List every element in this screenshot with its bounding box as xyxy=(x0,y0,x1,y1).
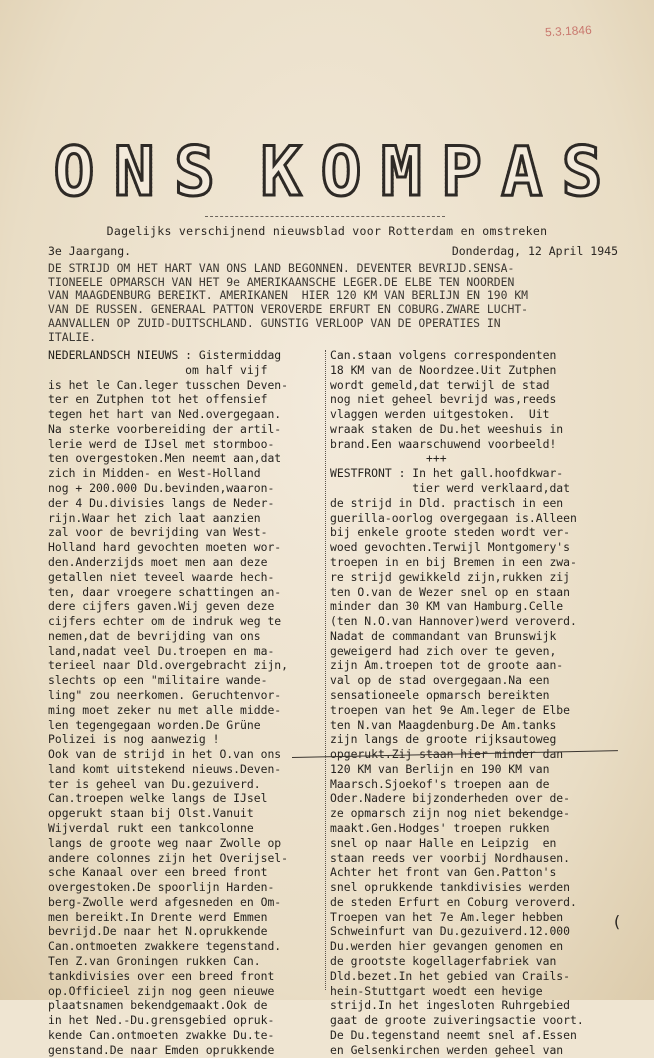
dateline xyxy=(48,244,618,258)
masthead-letter: S xyxy=(556,138,608,208)
headline-summary: DE STRIJD OM HET HART VAN ONS LAND BEGONNEN. DEVENTER BEVRIJD.SENSA- TIONEELE OPMARSCH VAN HET 9e AMERIKAANSCHE LEGER.DE ELBE TEN NOORDEN VAN MAAGDENBURG BEREIKT. AMERIKANEN HIER 120 KM VAN BERLIJN EN 190 KM VAN DE RUSSEN. GENERAAL PATTON VEROVERDE ERFURT EN COBURG.ZWARE LUCHT- AANVALLEN OP ZUID-DUITSCHLAND. GUNSTIG VERLOOP VAN DE OPERATIES IN ITALIE. xyxy=(48,261,529,344)
masthead-letter: S xyxy=(168,138,220,208)
masthead-letter: K xyxy=(255,138,307,208)
margin-mark: ( xyxy=(612,912,622,931)
tagline: Dagelijks verschijnend nieuwsblad voor Rotterdam en omstreken xyxy=(106,224,548,238)
article-western-front: Can.staan volgens correspondenten 18 KM van de Noordzee.Uit Zutphen wordt gemeld,dat terwijl de stad nog niet geheel bevrijd was,reeds vlaggen werden uitgestoken. Uit wraak staken de Du.het weeshuis in brand.Een waarschuwend voorbeeld! +++ WESTFRONT : In het gall.hoofdkwar- tier werd verklaard,dat de strijd in Dld. practisch in een guerilla-oorlog overgegaan is.Alleen bij enkele groote steden wordt ver- woed gevochten.Terwijl Montgomery's troepen in en bij Bremen in een zwa- re strijd gewikkeld zijn,rukken zij ten O.van de Wezer snel op en staan minder dan 30 KM van Hamburg.Celle (ten N.O.van Hannover)werd veroverd. Nadat de commandant van Brunswijk geweigerd had zich over te geven, zijn Am.troepen tot de groote aan- val op de stad overgegaan.Na een sensationeele opmarsch bereikten troepen van het 9e Am.leger de Elbe ten N.van Maagdenburg.De Am.tanks zijn langs de groote rijksautoweg opgerukt.Zij staan hier minder dan 120 KM van Berlijn en 190 KM van Maarsch.Sjoekof's troepen aan de Oder.Nadere bijzonderheden over de- ze opmarsch zijn nog niet bekendge- maakt.Gen.Hodges' troepen rukken snel op naar Halle en Leipzig en staan reeds ver voorbij Nordhausen. Achter het front van Gen.Patton's snel oprukkende tankdivisies werden de steden Erfurt en Coburg veroverd. Troepen van het 7e Am.leger hebben Schweinfurt van Du.gezuiverd.12.000 Du.werden hier gevangen genomen en de grootste kogellagerfabriek van Dld.bezet.In het gebied van Crails- hein-Stuttgart woedt een hevige strijd.In het ingesloten Ruhrgebied gaat de groote zuiveringsactie voort. De Du.tegenstand neemt snel af.Essen en Gelsenkirchen werden geheel van xyxy=(330,348,584,1057)
masthead-letter: O xyxy=(48,138,100,208)
article-national-news: NEDERLANDSCH NIEUWS : Gistermiddag om half vijf is het le Can.leger tusschen Deven- ter en Zutphen tot het offensief tegen het hart van Ned.overgegaan. Na sterke voorbereiding der artil- lerie werd de IJsel met stormboo- ten overgestoken.Men neemt aan,dat zich in Midden- en West-Holland nog + 200.000 Du.bevinden,waaron- der 4 Du.divisies langs de Neder- rijn.Waar het zich laat aanzien zal voor de bevrijding van West- Holland hard gevochten moeten wor- den.Anderzijds moet men aan deze getallen niet teveel waarde hech- ten, daar vroegere schattingen an- dere cijfers gaven.Wij geven deze cijfers echter om de indruk weg te nemen,dat de bevrijding van ons land,nadat veel Du.troepen en ma- terieel naar Dld.overgebracht zijn, slechts op een "militaire wande- ling" zou neerkomen. Geruchtenvor- ming moet zeker nu met alle midde- len tegengegaan worden.De Grüne Polizei is nog aanwezig ! Ook van de strijd in het O.van ons land komt uitstekend nieuws.Deven- ter is geheel van Du.gezuiverd. Can.troepen welke langs de IJsel opgerukt staan bij Olst.Vanuit Wijverdal rukt een tankcolonne langs de groote weg naar Zwolle op andere colonnes zijn het Overijsel- sche Kanaal over een breed front overgestoken.De spoorlijn Harden- berg-Zwolle werd afgesneden en Om- men bereikt.In Drente werd Emmen bevrijd.De naar het N.oprukkende Can.ontmoeten zwakkere tegenstand. Ten Z.van Groningen rukken Can. tankdivisies over een breed front op.Officieel zijn nog geen nieuwe plaatsnamen bekendgemaakt.Ook de in het Ned.-Du.grensgebied opruk- kende Can.ontmoeten zwakke Du.te- genstand.De naar Emden oprukkende xyxy=(48,348,289,1057)
masthead xyxy=(48,133,608,212)
volume-label: 3e Jaargang. xyxy=(48,244,132,258)
issue-date: Donderdag, 12 April 1945 xyxy=(451,244,618,258)
masthead-letter: M xyxy=(375,138,427,208)
masthead-letter: N xyxy=(108,138,160,208)
masthead-letter: O xyxy=(315,138,367,208)
masthead-letter: A xyxy=(496,138,548,208)
tagline-rule xyxy=(205,216,445,217)
archive-note: 5.3.1846 xyxy=(544,22,593,40)
masthead-letter: P xyxy=(436,138,488,208)
